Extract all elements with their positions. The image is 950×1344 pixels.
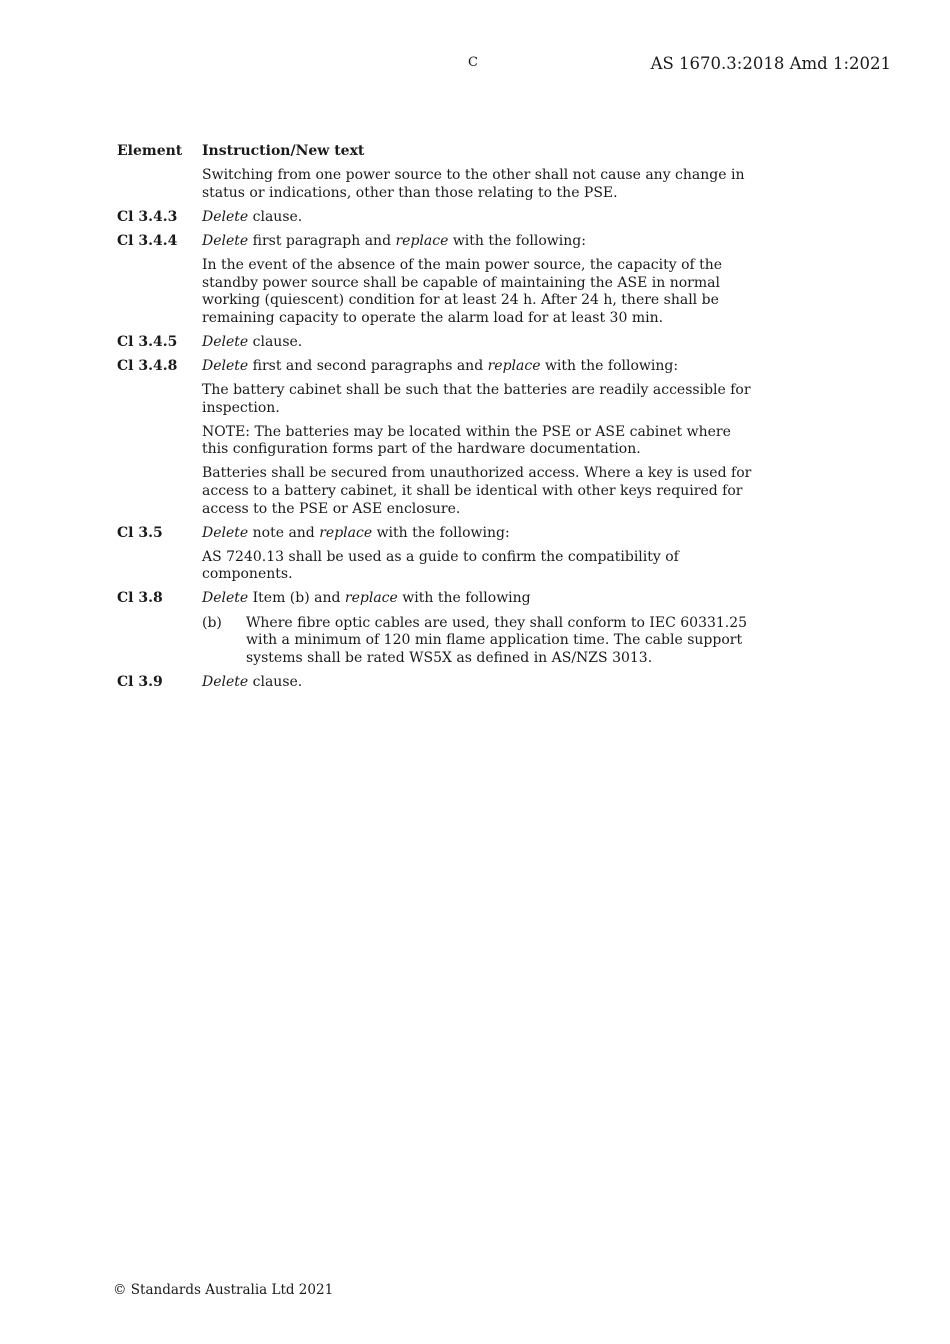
- table-row: [117, 382, 757, 417]
- new-text-paragraph: AS 7240.13 shall be used as a guide to confirm the compatibility of components.: [202, 548, 679, 583]
- instruction-cell: [202, 590, 757, 608]
- instruction-verb: Delete: [202, 357, 249, 374]
- instruction-text: with the following: [397, 590, 531, 607]
- instruction-text: first and second paragraphs and: [248, 357, 488, 374]
- instruction-verb: Delete: [202, 673, 249, 690]
- table-row: [117, 615, 757, 668]
- instruction-verb: Delete: [202, 590, 249, 607]
- page-marker: C: [468, 55, 478, 70]
- element-cell: Cl 3.5: [117, 524, 163, 541]
- copyright-footer: © Standards Australia Ltd 2021: [113, 1282, 334, 1298]
- instruction-text: clause.: [248, 208, 303, 225]
- instruction-verb-replace: replace: [487, 357, 541, 374]
- instruction-verb: Delete: [202, 232, 249, 249]
- table-row: [117, 465, 757, 518]
- instruction-text: clause.: [248, 673, 303, 690]
- table-row-cl-3-8: [117, 590, 757, 608]
- document-reference: AS 1670.3:2018 Amd 1:2021: [650, 54, 891, 73]
- instruction-verb-replace: replace: [319, 524, 373, 541]
- list-item: [202, 615, 757, 668]
- instruction-cell: [202, 674, 757, 692]
- new-text-paragraph: Batteries shall be secured from unauthorized access. Where a key is used for access to a battery cabinet, it shall be identical with other keys required for access to the PSE or ASE enclosure.: [202, 465, 752, 517]
- instruction-text: with the following:: [372, 524, 510, 541]
- column-header-instruction: Instruction/New text: [202, 143, 365, 159]
- new-text-paragraph: The battery cabinet shall be such that the batteries are readily accessible for inspection.: [202, 382, 751, 416]
- table-row: [117, 549, 757, 584]
- table-row-cl-3-9: [117, 674, 757, 692]
- note-paragraph: NOTE: The batteries may be located within the PSE or ASE cabinet where this configuration forms part of the hardware documentation.: [202, 423, 731, 458]
- instruction-cell: [202, 525, 757, 543]
- instruction-verb: Delete: [202, 524, 249, 541]
- column-header-element: Element: [117, 143, 183, 159]
- element-cell: Cl 3.8: [117, 590, 163, 607]
- amendment-table: [117, 143, 757, 691]
- list-item-label: (b): [202, 614, 222, 631]
- table-row-cl-3-5: [117, 525, 757, 543]
- instruction-verb: Delete: [202, 333, 249, 350]
- element-cell: Cl 3.9: [117, 673, 163, 690]
- instruction-text: note and: [248, 524, 320, 541]
- new-text-paragraph: In the event of the absence of the main power source, the capacity of the standby power source shall be capable of maintaining the ASE in normal working (quiescent) condition for at least 24 h. After 24 h, there shall be remaining capacity to operate the alarm load for at least 30 min.: [202, 256, 723, 326]
- instruction-text: with the following:: [448, 232, 586, 249]
- element-cell: Cl 3.4.3: [117, 208, 178, 225]
- element-cell: Cl 3.4.5: [117, 333, 178, 350]
- table-row: [117, 257, 757, 327]
- instruction-verb-replace: replace: [395, 232, 449, 249]
- instruction-cell: [202, 358, 757, 376]
- instruction-text: Item (b) and: [248, 590, 345, 607]
- list-item-text: Where fibre optic cables are used, they shall conform to IEC 60331.25 with a minimum of 120 min flame application time. The cable support systems shall be rated WS5X as defined in AS/NZS 3013.: [246, 614, 748, 666]
- instruction-text: clause.: [248, 333, 303, 350]
- instruction-verb-replace: replace: [344, 590, 398, 607]
- table-header-row: [117, 143, 757, 161]
- instruction-cell: [202, 233, 757, 251]
- instruction-text: first paragraph and: [248, 232, 396, 249]
- table-row-cl-3-4-8: [117, 358, 757, 376]
- table-row-cl-3-4-4: [117, 233, 757, 251]
- table-row-cl-3-4-3: [117, 209, 757, 227]
- table-row-cl-3-4-5: [117, 334, 757, 352]
- element-cell: Cl 3.4.8: [117, 357, 178, 374]
- instruction-text: with the following:: [540, 357, 679, 374]
- element-cell: Cl 3.4.4: [117, 232, 178, 249]
- instruction-cell: [202, 209, 757, 227]
- intro-paragraph: Switching from one power source to the other shall not cause any change in status or indications, other than those relating to the PSE.: [202, 167, 745, 201]
- table-row: [117, 167, 757, 202]
- instruction-verb: Delete: [202, 208, 249, 225]
- instruction-cell: [202, 334, 757, 352]
- table-row: [117, 424, 757, 459]
